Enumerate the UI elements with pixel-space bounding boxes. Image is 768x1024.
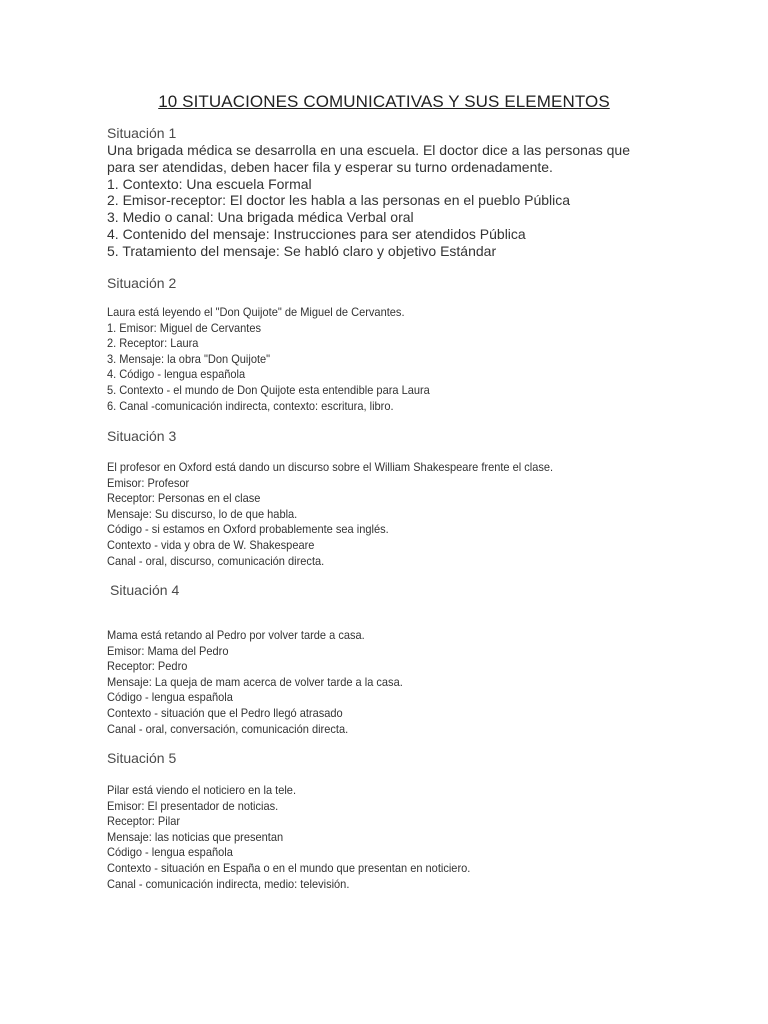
situation-3-line: Contexto - vida y obra de W. Shakespeare bbox=[107, 537, 315, 552]
situation-1-heading: Situación 1 bbox=[107, 125, 177, 141]
situation-1-line: 3. Medio o canal: Una brigada médica Verbal oral bbox=[107, 209, 414, 226]
situation-5-body bbox=[107, 783, 687, 892]
situation-5-heading: Situación 5 bbox=[107, 750, 177, 766]
situation-2-line: 3. Mensaje: la obra "Don Quijote" bbox=[107, 351, 271, 366]
situation-2 bbox=[107, 275, 687, 292]
situation-3-line: Emisor: Profesor bbox=[107, 475, 190, 490]
situation-2-line: Laura está leyendo el "Don Quijote" de Miguel de Cervantes. bbox=[107, 305, 405, 319]
situation-1-line: 2. Emisor-receptor: El doctor les habla a las personas en el pueblo Pública bbox=[107, 192, 571, 209]
situation-2-line: 4. Código - lengua española bbox=[107, 367, 246, 382]
situation-1-line: Una brigada médica se desarrolla en una escuela. El doctor dice a las personas que bbox=[107, 142, 630, 158]
situation-3 bbox=[107, 428, 687, 445]
situation-5-line: Código - lengua española bbox=[107, 845, 233, 860]
situation-5-line: Receptor: Pilar bbox=[107, 814, 181, 829]
situation-1-body bbox=[107, 142, 687, 260]
situation-4-line: Canal - oral, conversación, comunicación directa. bbox=[107, 721, 349, 736]
situation-2-line: 1. Emisor: Miguel de Cervantes bbox=[107, 320, 262, 335]
situation-1-line: 5. Tratamiento del mensaje: Se habló claro y objetivo Estándar bbox=[107, 242, 497, 259]
situation-2-body bbox=[107, 305, 687, 414]
situation-3-line: Mensaje: Su discurso, lo de que habla. bbox=[107, 506, 298, 521]
situation-4-line: Mensaje: La queja de mam acerca de volver tarde a la casa. bbox=[107, 674, 403, 689]
situation-2-line: 5. Contexto - el mundo de Don Quijote esta entendible para Laura bbox=[107, 382, 430, 397]
situation-3-line: El profesor en Oxford está dando un discurso sobre el William Shakespeare frente el clase. bbox=[107, 460, 554, 474]
situation-3-line: Canal - oral, discurso, comunicación directa. bbox=[107, 553, 325, 568]
situation-3-body bbox=[107, 460, 687, 569]
situation-4-body bbox=[107, 628, 687, 737]
situation-1-line: 1. Contexto: Una escuela Formal bbox=[107, 175, 312, 192]
document-title: 10 SITUACIONES COMUNICATIVAS Y SUS ELEMENTOS bbox=[158, 92, 610, 111]
situation-4-line: Mama está retando al Pedro por volver tarde a casa. bbox=[107, 628, 365, 642]
situation-3-heading: Situación 3 bbox=[107, 428, 177, 444]
situation-1-line: 4. Contenido del mensaje: Instrucciones para ser atendidos Pública bbox=[107, 225, 526, 242]
situation-5-line: Mensaje: las noticias que presentan bbox=[107, 829, 284, 844]
situation-3-line: Código - si estamos en Oxford probablemente sea inglés. bbox=[107, 522, 389, 537]
situation-4 bbox=[110, 582, 690, 599]
situation-5-line: Emisor: El presentador de noticias. bbox=[107, 798, 279, 813]
situation-1 bbox=[107, 125, 687, 260]
situation-1-line: para ser atendidas, deben hacer fila y esperar su turno ordenadamente. bbox=[107, 158, 553, 175]
situation-3-line: Receptor: Personas en el clase bbox=[107, 491, 261, 506]
situation-5 bbox=[107, 750, 687, 767]
situation-5-line: Pilar está viendo el noticiero en la tele. bbox=[107, 783, 297, 797]
situation-4-line: Código - lengua española bbox=[107, 690, 233, 705]
situation-2-heading: Situación 2 bbox=[107, 275, 177, 291]
situation-4-heading: Situación 4 bbox=[110, 582, 180, 598]
situation-5-line: Canal - comunicación indirecta, medio: televisión. bbox=[107, 876, 350, 891]
situation-4-line: Receptor: Pedro bbox=[107, 659, 188, 674]
situation-5-line: Contexto - situación en España o en el mundo que presentan en noticiero. bbox=[107, 860, 471, 875]
situation-4-line: Contexto - situación que el Pedro llegó atrasado bbox=[107, 705, 343, 720]
situation-4-line: Emisor: Mama del Pedro bbox=[107, 643, 229, 658]
situation-2-line: 6. Canal -comunicación indirecta, contexto: escritura, libro. bbox=[107, 398, 394, 413]
situation-2-line: 2. Receptor: Laura bbox=[107, 336, 199, 351]
